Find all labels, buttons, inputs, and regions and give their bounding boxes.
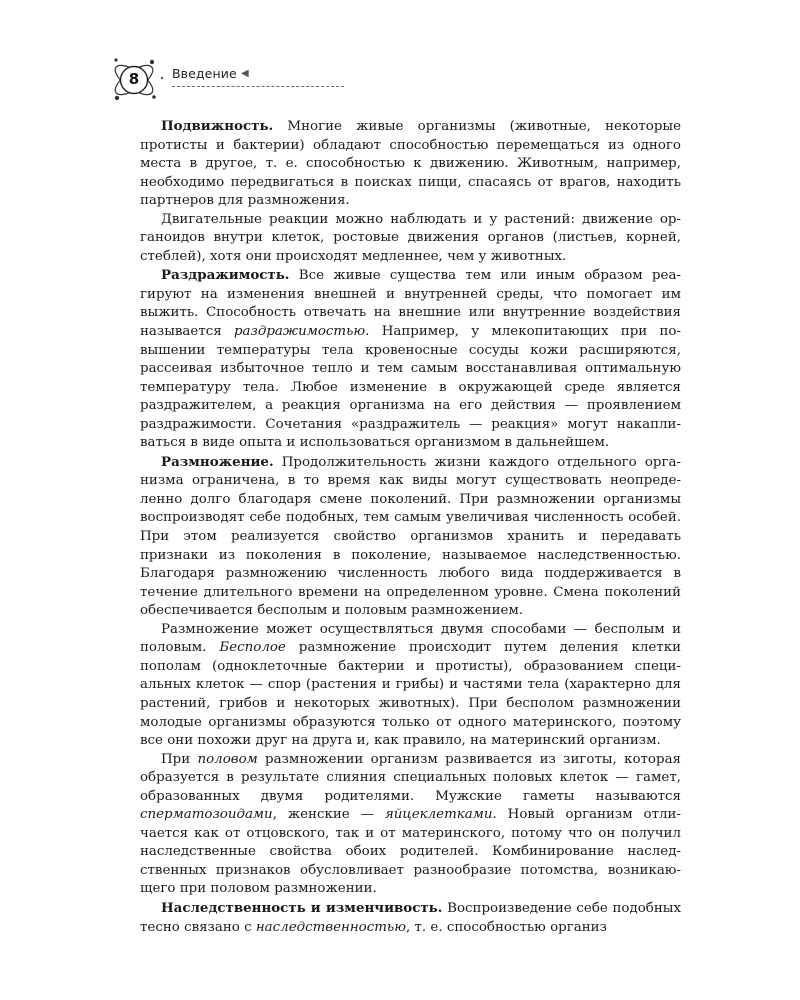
text-run: При bbox=[161, 751, 198, 767]
paragraph-reproduction bbox=[140, 453, 681, 621]
page-number: 8 bbox=[128, 70, 140, 88]
text-run: размножении организм развивается из зиготы, которая образуется в результате слияния специальных половых клеток — гамет, образованных двумя родителями. Мужские гаметы называются bbox=[140, 751, 681, 804]
text-run: размножение происходит путем деления клетки пополам (одноклеточные бактерии и протисты), образованием специальных клеток — спор (растения и грибы) и частями тела (характерно для растений, грибов и некоторых животных). При бесполом размножении молодые организмы образуются только от одного материнского, поэтому все они похожи друг на друга и, как правило, на материнский организм. bbox=[140, 640, 681, 749]
italic-term: раздражимостью bbox=[233, 324, 366, 340]
triangle-left-icon: ◀ bbox=[241, 68, 249, 79]
text-run: , т. е. способностью организ bbox=[406, 919, 607, 935]
text-run: Размножение может осуществляться двумя способами — бесполым и половым. bbox=[140, 621, 681, 656]
paragraph-irritability bbox=[140, 266, 681, 452]
text-run: Двигательные реакции можно наблюдать и у растений: движение органоидов внутри клеток, ростовые движения органов (листьев, корней, стеблей), хотя они происходят медленнее, чем у животных. bbox=[140, 211, 681, 264]
text-run: Все живые существа тем или иным образом реагируют на изменения внешней и внутренней среды, что помогает им выжить. Способность отвечать на внешние или внутренние воздействия называется bbox=[140, 268, 681, 340]
italic-term: наследственностью bbox=[255, 919, 406, 935]
atom-emblem-icon bbox=[108, 48, 178, 108]
page-header bbox=[108, 48, 708, 108]
paragraph-plant-movement bbox=[140, 211, 681, 267]
italic-term: сперматозоидами bbox=[140, 807, 273, 823]
text-run: , женские — bbox=[272, 807, 385, 823]
body-text bbox=[140, 117, 681, 937]
paragraph-asexual-reproduction bbox=[140, 621, 681, 751]
bold-term: Подвижность. bbox=[161, 118, 274, 134]
text-run: Продолжительность жизни каждого отдельного организма ограничена, в то время как виды могут существовать неопределенно долго благодаря смене поколений. При размножении организмы воспроизводят себе подобных, тем самым увеличивая численность особей. При этом реализуется свойство организмов хранить и передавать признаки из поколения в поколение, называемое наследственностью. Благодаря размножению численность любого вида поддерживается в течение длительного времени на определенном уровне. Смена поколений обеспечивается бесполым и половым размножением. bbox=[140, 454, 681, 619]
text-run: . Например, у млекопитающих при повышении температуры тела кровеносные сосуды кожи расширяются, рассеивая избыточное тепло и тем самым восстанавливая оптимальную температуру тела. Любое изменение в окружающей среде является раздражителем, а реакция организма на его действия — проявлением раздражимости. Сочетания «раздражитель — реакция» могут накапливаться в виде опыта и использоваться организмом в дальнейшем. bbox=[140, 324, 681, 451]
bold-term: Размножение. bbox=[161, 453, 274, 470]
paragraph-heredity bbox=[140, 899, 681, 937]
italic-term: Бесполое bbox=[219, 640, 286, 656]
italic-term: яйцеклетками bbox=[384, 807, 493, 823]
bold-term: Раздражимость. bbox=[161, 267, 290, 284]
paragraph-sexual-reproduction bbox=[140, 751, 681, 899]
running-head-title: Введение bbox=[172, 66, 237, 81]
text-run: Воспроизведение себе подобных тесно связано с bbox=[140, 900, 681, 935]
text-run: . Новый организм отличается как от отцовского, так и от материнского, потому что он получил наследственные свойства обоих родителей. Комбинирование наследственных признаков обусловливает разнообразие потомства, возникающего при половом размножении. bbox=[140, 807, 681, 897]
italic-term: половом bbox=[197, 751, 258, 767]
paragraph-mobility bbox=[140, 117, 681, 211]
header-rule bbox=[172, 86, 344, 87]
text-run: Многие живые организмы (животные, некоторые протисты и бактерии) обладают способностью перемещаться из одного места в другое, т. е. способностью к движению. Животным, например, необходимо передвигаться в поисках пищи, спасаясь от врагов, находить партнеров для размножения. bbox=[140, 119, 681, 209]
bold-term: Наследственность и изменчивость. bbox=[161, 899, 443, 916]
